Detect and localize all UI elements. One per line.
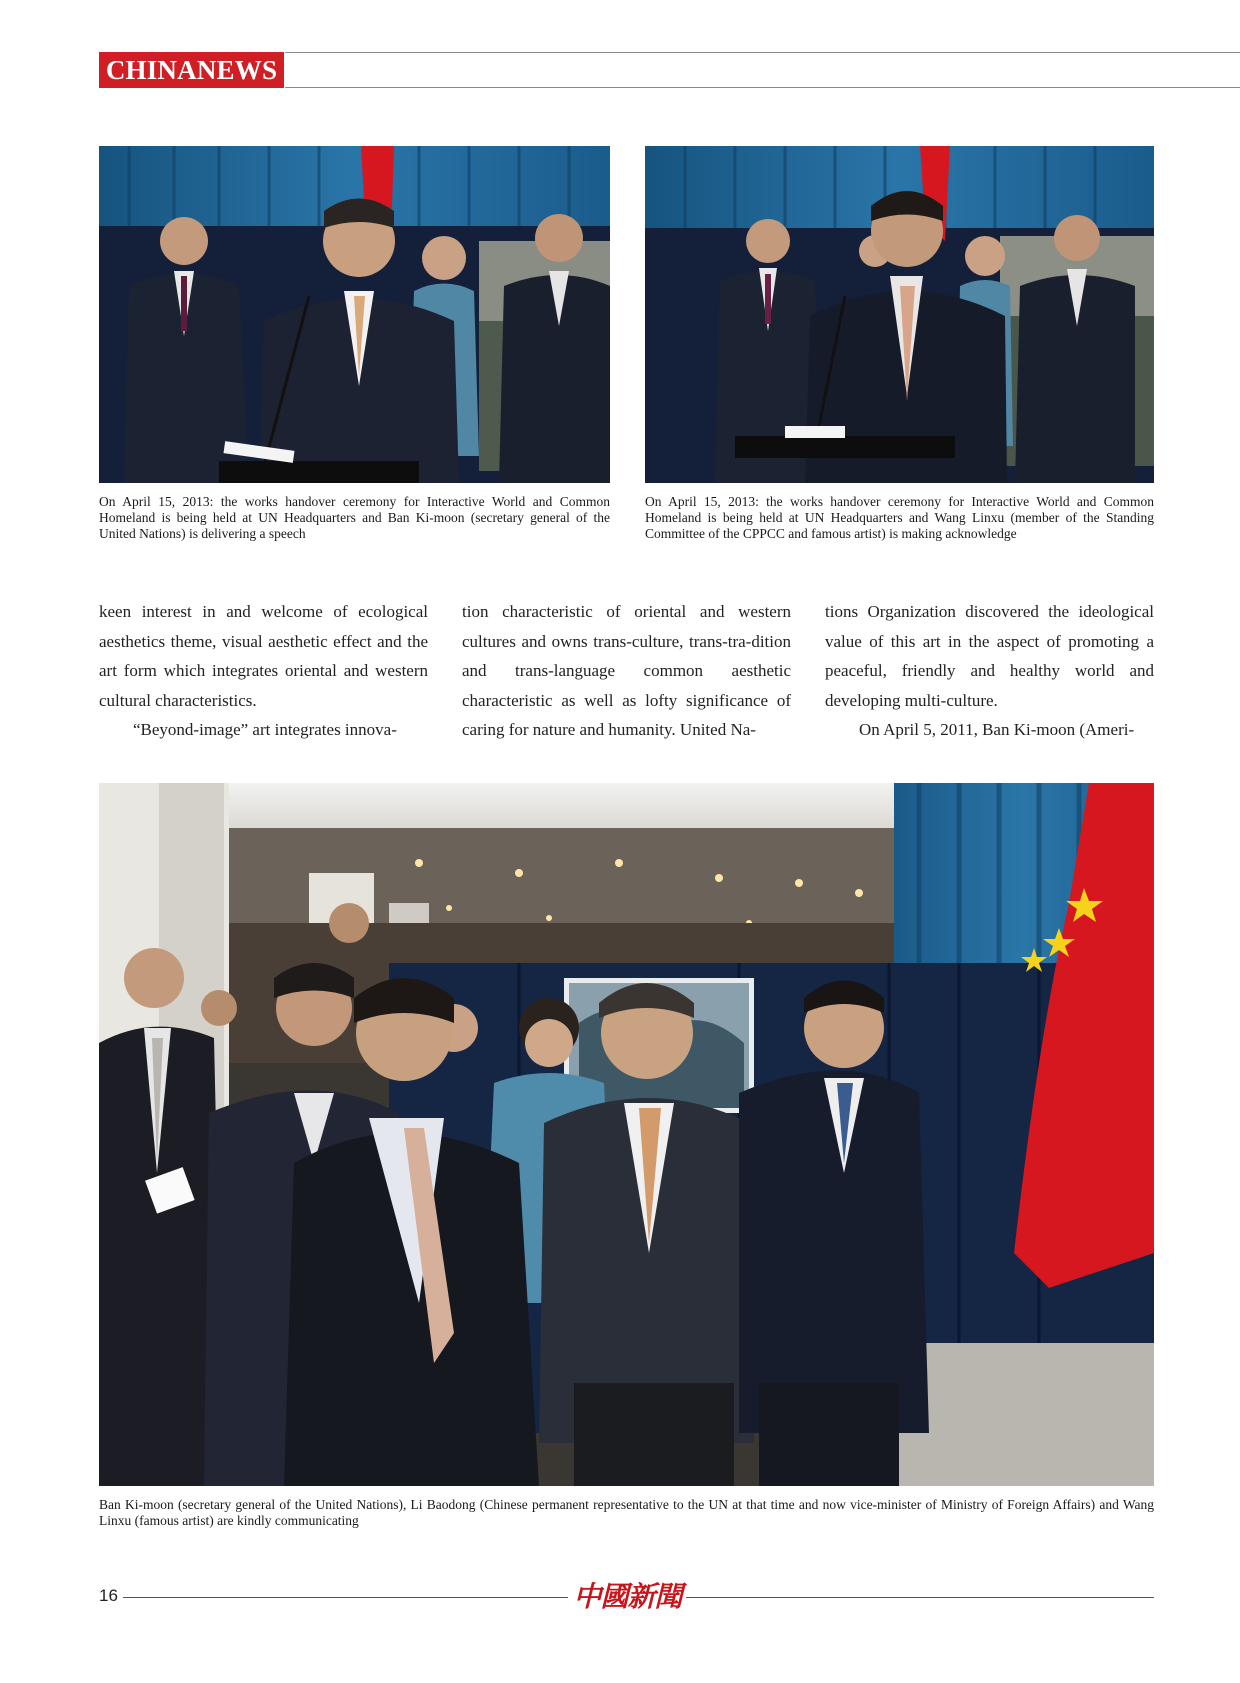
paragraph: keen interest in and welcome of ecological aesthetics theme, visual aesthetic effect and the art form which integrates oriental and western cultural characteristics.	[99, 602, 428, 710]
footer-rule-right	[686, 1597, 1154, 1598]
paragraph: On April 5, 2011, Ban Ki-moon (Ameri-	[859, 720, 1135, 739]
header-rule-top	[285, 52, 1240, 53]
footer-rule-left	[123, 1597, 568, 1598]
photo-group-communicating	[99, 783, 1154, 1486]
photo-caption-group: Ban Ki-moon (secretary general of the United Nations), Li Baodong (Chinese permanent representative to the UN at that time and now vice-minister of Ministry of Foreign Affairs) and Wang Linxu (famous artist) are kindly communicating	[99, 1497, 1154, 1528]
header-rule-bottom	[285, 87, 1240, 88]
footer-calligraphy-logo: 中國新聞	[573, 1580, 682, 1613]
paragraph: tion characteristic of oriental and western cultures and owns trans-culture, trans-tra-dition and trans-language common aesthetic characteristic as well as lofty significance of caring for nature and humanity. United Na-	[462, 602, 791, 739]
body-column-3	[825, 597, 1154, 745]
photo-caption-acknowledgement: On April 15, 2013: the works handover ceremony for Interactive World and Common Homeland is being held at UN Headquarters and Wang Linxu (member of the Standing Committee of the CPPCC and famous artist) is making acknowledge	[645, 494, 1154, 541]
page-number: 16	[99, 1586, 118, 1605]
paragraph: “Beyond-image” art integrates innova-	[133, 720, 397, 739]
photo-caption-speech: On April 15, 2013: the works handover ceremony for Interactive World and Common Homeland is being held at UN Headquarters and Ban Ki-moon (secretary general of the United Nations) is delivering a speech	[99, 494, 610, 541]
body-column-1	[99, 597, 428, 745]
paragraph: tions Organization discovered the ideological value of this art in the aspect of promoting a peaceful, friendly and healthy world and developing multi-culture.	[825, 602, 1154, 710]
brand-logo: CHINANEWS	[99, 52, 284, 88]
body-column-2	[462, 597, 791, 745]
photo-acknowledgement	[645, 146, 1154, 483]
photo-speech	[99, 146, 610, 483]
